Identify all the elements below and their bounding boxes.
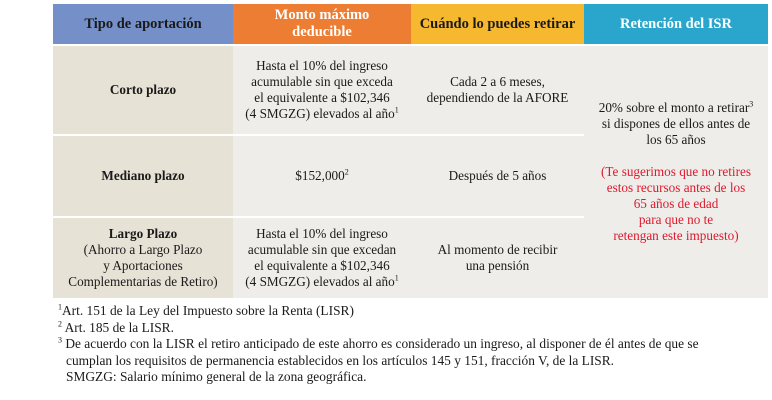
row-largo-monto <box>233 218 411 298</box>
isr-warning-l1: (Te sugerimos que no retires <box>601 164 751 179</box>
footnote-1-mark: 1 <box>58 302 62 312</box>
footnote-1 <box>58 303 699 320</box>
header-monto-line1: Monto máximo <box>274 7 370 23</box>
isr-warning-l2: estos recursos antes de los <box>606 180 746 195</box>
isr-text <box>599 100 754 148</box>
footnote-2-text: Art. 185 de la LISR. <box>62 319 174 335</box>
row-largo-tipo <box>53 218 233 298</box>
footnote-3-text-a: De acuerdo con la LISR el retiro anticipado de este ahorro es considerado un ingreso, al disponer de él antes de que se <box>62 336 699 352</box>
footnote-3-cont <box>58 353 699 370</box>
row-mediano-monto-wrap <box>295 168 348 184</box>
row-mediano-monto <box>233 136 411 216</box>
row-corto-monto-l2: acumulable sin que exceda <box>251 74 393 89</box>
header-tipo-label: Tipo de aportación <box>84 15 202 32</box>
header-monto-line2: deducible <box>292 24 352 40</box>
row-corto-monto <box>233 46 411 134</box>
isr-warning-l3: 65 años de edad <box>633 196 719 211</box>
header-tipo <box>53 4 233 44</box>
header-retencion <box>584 4 768 44</box>
isr-warning-l4: para que no te <box>638 212 714 227</box>
row-mediano-tipo-label: Mediano plazo <box>101 168 185 183</box>
isr-warning-l5: retengan este impuesto) <box>613 228 739 243</box>
isr-line2: si dispones de ellos antes de <box>601 116 751 131</box>
footnote-2-mark: 2 <box>58 319 62 329</box>
footnote-3-mark: 3 <box>58 335 62 345</box>
isr-line1: 20% sobre el monto a retirar <box>598 100 750 115</box>
footnote-3-text-b: cumplan los requisitos de permanencia establecidos en los artículos 145 y 151, fracción V, de la LISR. <box>66 352 615 368</box>
row-mediano-cuando <box>411 136 584 216</box>
header-retencion-label: Retención del ISR <box>620 15 732 32</box>
row-largo-cuando <box>411 218 584 298</box>
row-largo-tipo-l2: y Aportaciones <box>103 258 183 273</box>
row-corto-cuando-l1: Cada 2 a 6 meses, <box>450 74 545 89</box>
footnote-2 <box>58 320 699 337</box>
isr-warning <box>601 164 751 244</box>
row-largo-tipo-l3: Complementarias de Retiro) <box>68 274 218 289</box>
row-largo-monto-sup: 1 <box>394 273 399 283</box>
row-largo-monto-l2: acumulable sin que excedan <box>247 242 397 257</box>
isr-line1-wrap <box>599 100 754 116</box>
header-cuando-label: Cuándo lo puedes retirar <box>419 15 576 32</box>
row-corto-tipo-label: Corto plazo <box>109 82 177 97</box>
header-cuando <box>411 4 584 44</box>
contributions-table <box>53 4 768 298</box>
row-largo-tipo-title: Largo Plazo <box>108 226 178 241</box>
footnotes <box>58 303 699 386</box>
row-largo-cuando-l2: una pensión <box>465 258 530 273</box>
row-corto-monto-l4-wrap <box>245 106 398 122</box>
row-largo-cuando-l1: Al momento de recibir <box>437 242 558 257</box>
row-mediano-tipo <box>53 136 233 216</box>
row-corto-tipo <box>53 46 233 134</box>
row-largo-monto-l1: Hasta el 10% del ingreso <box>256 226 388 241</box>
isr-sup: 3 <box>749 99 754 109</box>
row-largo-tipo-l1: (Ahorro a Largo Plazo <box>83 242 203 257</box>
row-largo-monto-l3: el equivalente a $102,346 <box>254 258 390 273</box>
row-corto-cuando <box>411 46 584 134</box>
isr-cell <box>584 46 768 298</box>
footnote-3 <box>58 336 699 353</box>
footnote-4 <box>58 369 699 386</box>
row-mediano-monto-value: $152,000 <box>295 168 345 183</box>
row-largo-monto-l4-wrap <box>245 274 398 290</box>
row-mediano-cuando-l1: Después de 5 años <box>448 168 547 183</box>
footnote-4-text: SMGZG: Salario mínimo general de la zona geográfica. <box>66 369 367 385</box>
row-corto-monto-sup: 1 <box>394 105 399 115</box>
row-corto-monto-l3: el equivalente a $102,346 <box>254 90 390 105</box>
isr-line3: los 65 años <box>646 132 706 147</box>
row-corto-monto-l1: Hasta el 10% del ingreso <box>256 58 388 73</box>
row-corto-cuando-l2: dependiendo de la AFORE <box>426 90 569 105</box>
header-monto <box>233 4 411 44</box>
row-corto-monto-l4: (4 SMGZG) elevados al año <box>245 106 395 121</box>
row-mediano-monto-sup: 2 <box>344 167 349 177</box>
row-largo-monto-l4: (4 SMGZG) elevados al año <box>245 274 395 289</box>
footnote-1-text: Art. 151 de la Ley del Impuesto sobre la Renta (LISR) <box>62 303 354 318</box>
